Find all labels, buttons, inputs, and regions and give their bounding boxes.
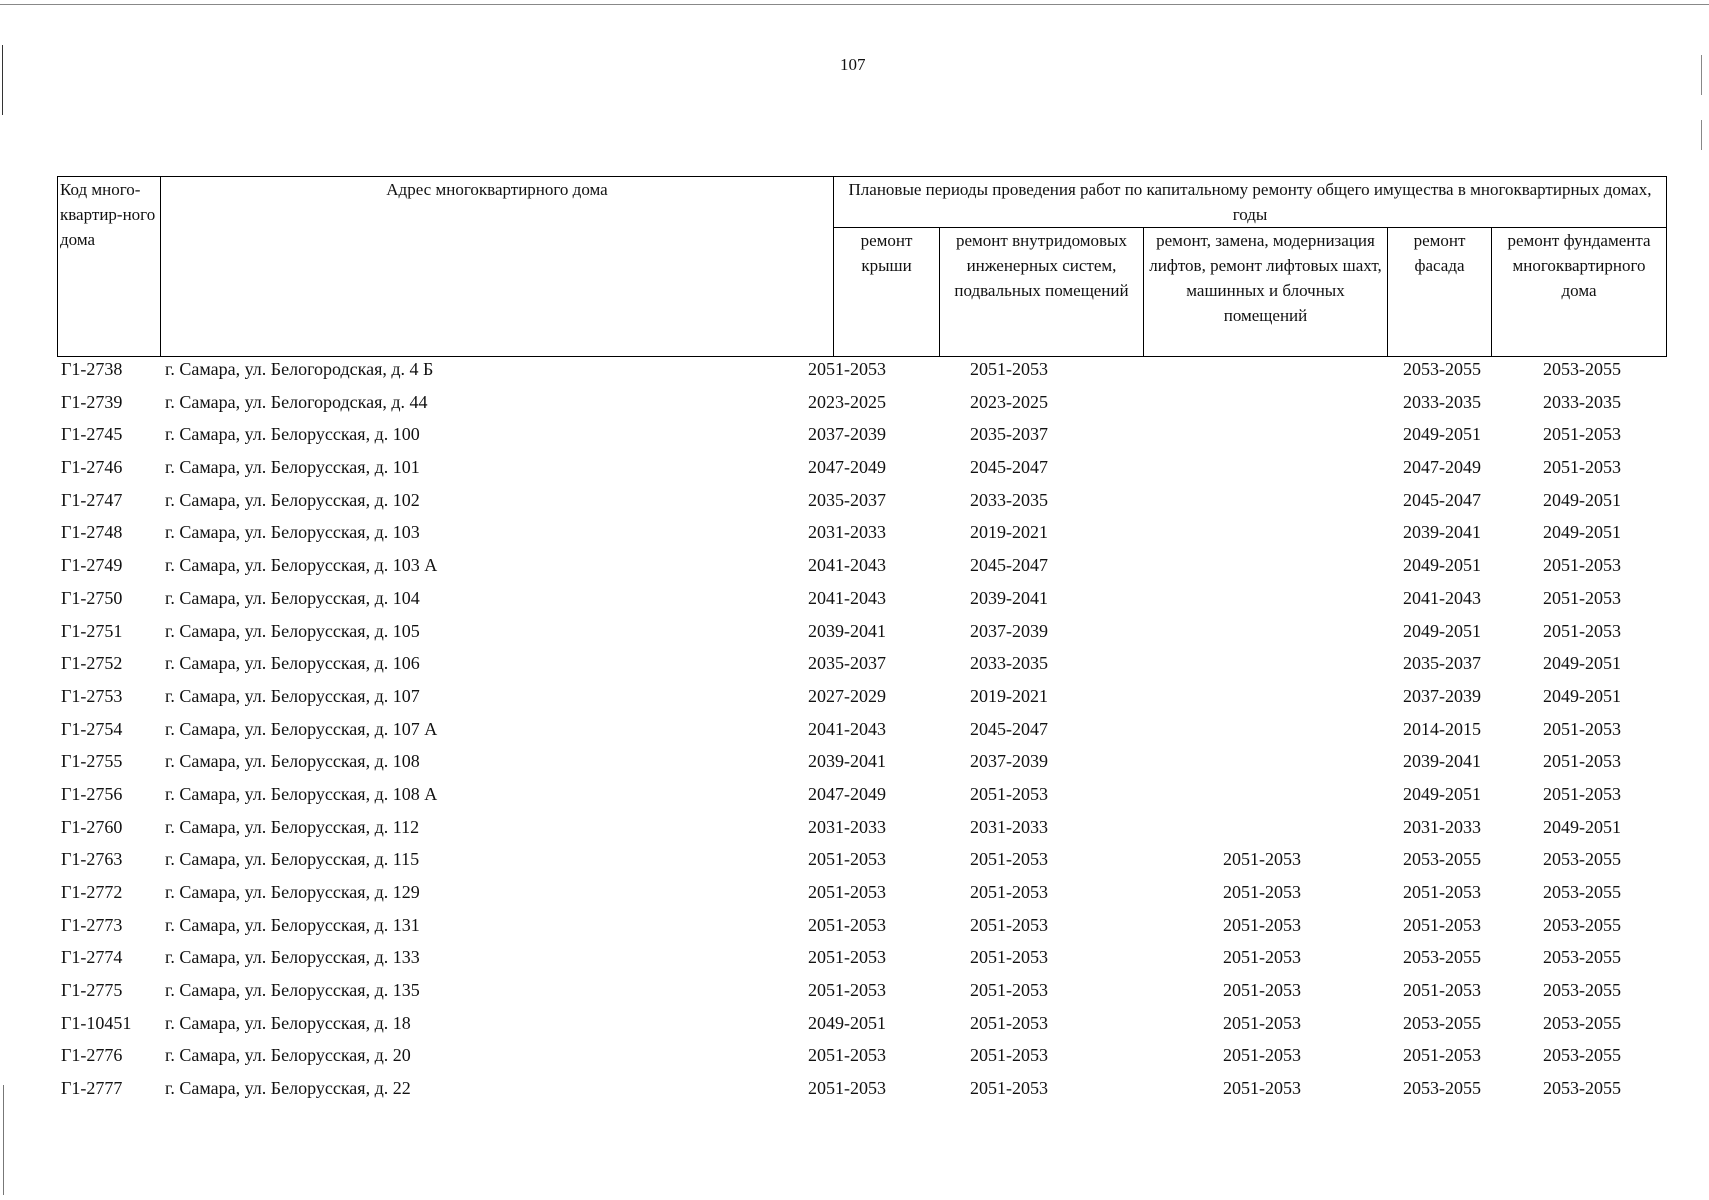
row-foundation-period: 2051-2053	[1543, 587, 1621, 608]
row-engineering-period: 2045-2047	[970, 457, 1048, 478]
row-foundation-period: 2053-2055	[1543, 947, 1621, 968]
row-code: Г1-2738	[61, 359, 123, 379]
row-address: г. Самара, ул. Белорусская, д. 101	[165, 457, 420, 478]
row-engineering-period: 2051-2053	[970, 359, 1048, 379]
row-facade-period: 2053-2055	[1403, 1078, 1481, 1099]
row-address: г. Самара, ул. Белорусская, д. 131	[165, 914, 420, 935]
row-engineering-period: 2033-2035	[970, 653, 1048, 674]
row-code: Г1-2772	[61, 882, 123, 902]
row-code: Г1-2753	[61, 685, 123, 706]
row-roof-period: 2049-2051	[808, 1012, 886, 1033]
header-facade: ремонт фасада	[1388, 228, 1492, 357]
row-engineering-period: 2019-2021	[970, 685, 1048, 706]
table-row	[57, 421, 1666, 454]
row-facade-period: 2045-2047	[1403, 489, 1481, 510]
row-foundation-period: 2051-2053	[1543, 555, 1621, 576]
row-facade-period: 2039-2041	[1403, 751, 1481, 772]
row-roof-period: 2039-2041	[808, 751, 886, 772]
row-engineering-period: 2045-2047	[970, 718, 1048, 739]
header-roof: ремонт крыши	[834, 228, 940, 357]
table-row	[57, 781, 1666, 814]
row-code: Г1-2745	[61, 424, 123, 445]
scan-edge-mark	[1701, 120, 1702, 150]
row-engineering-period: 2051-2053	[970, 1012, 1048, 1033]
row-roof-period: 2051-2053	[808, 914, 886, 935]
header-group: Плановые периоды проведения работ по капитальному ремонту общего имущества в многоквартирных домах, годы	[834, 177, 1667, 228]
row-foundation-period: 2053-2055	[1543, 1012, 1621, 1033]
scan-edge-mark	[1701, 55, 1702, 95]
row-lifts-period: 2051-2053	[1223, 849, 1301, 870]
row-foundation-period: 2051-2053	[1543, 718, 1621, 739]
row-engineering-period: 2051-2053	[970, 882, 1048, 902]
row-engineering-period: 2051-2053	[970, 914, 1048, 935]
row-address: г. Самара, ул. Белорусская, д. 135	[165, 980, 420, 1001]
row-lifts-period: 2051-2053	[1223, 1078, 1301, 1099]
row-facade-period: 2053-2055	[1403, 359, 1481, 379]
row-code: Г1-2777	[61, 1078, 123, 1099]
table-row	[57, 912, 1666, 945]
row-foundation-period: 2049-2051	[1543, 816, 1621, 837]
row-code: Г1-2749	[61, 555, 123, 576]
scan-edge-mark	[3, 1085, 4, 1195]
row-code: Г1-2776	[61, 1045, 123, 1066]
table-header	[57, 176, 1667, 357]
row-address: г. Самара, ул. Белорусская, д. 100	[165, 424, 420, 445]
row-address: г. Самара, ул. Белорусская, д. 104	[165, 587, 420, 608]
table-row	[57, 814, 1666, 847]
row-engineering-period: 2035-2037	[970, 424, 1048, 445]
table-row	[57, 618, 1666, 651]
row-address: г. Самара, ул. Белорусская, д. 20	[165, 1045, 411, 1066]
row-facade-period: 2051-2053	[1403, 914, 1481, 935]
row-lifts-period: 2051-2053	[1223, 947, 1301, 968]
row-address: г. Самара, ул. Белогородская, д. 44	[165, 391, 428, 412]
row-code: Г1-2746	[61, 457, 123, 478]
page-number: 107	[840, 55, 866, 74]
row-address: г. Самара, ул. Белорусская, д. 18	[165, 1012, 411, 1033]
row-roof-period: 2051-2053	[808, 849, 886, 870]
row-roof-period: 2041-2043	[808, 555, 886, 576]
row-address: г. Самара, ул. Белорусская, д. 103 А	[165, 555, 438, 576]
row-foundation-period: 2049-2051	[1543, 522, 1621, 543]
row-roof-period: 2041-2043	[808, 587, 886, 608]
table-row	[57, 846, 1666, 879]
table-row	[57, 683, 1666, 716]
row-facade-period: 2049-2051	[1403, 424, 1481, 445]
scan-edge-mark	[2, 45, 3, 115]
table-row	[57, 519, 1666, 552]
row-foundation-period: 2053-2055	[1543, 980, 1621, 1001]
row-address: г. Самара, ул. Белорусская, д. 22	[165, 1078, 411, 1099]
header-foundation: ремонт фундамента многоквартирного дома	[1492, 228, 1667, 357]
table-row	[57, 716, 1666, 749]
row-facade-period: 2051-2053	[1403, 882, 1481, 902]
row-roof-period: 2037-2039	[808, 424, 886, 445]
row-facade-period: 2039-2041	[1403, 522, 1481, 543]
row-facade-period: 2049-2051	[1403, 783, 1481, 804]
header-address: Адрес многоквартирного дома	[161, 177, 834, 357]
row-facade-period: 2047-2049	[1403, 457, 1481, 478]
top-rule	[0, 4, 1709, 5]
row-code: Г1-2774	[61, 947, 123, 968]
row-lifts-period: 2051-2053	[1223, 1012, 1301, 1033]
row-foundation-period: 2053-2055	[1543, 359, 1621, 379]
row-code: Г1-2755	[61, 751, 123, 772]
row-roof-period: 2051-2053	[808, 882, 886, 902]
row-address: г. Самара, ул. Белорусская, д. 129	[165, 882, 420, 902]
row-foundation-period: 2053-2055	[1543, 1078, 1621, 1099]
table-row	[57, 1042, 1666, 1075]
row-facade-period: 2041-2043	[1403, 587, 1481, 608]
row-facade-period: 2031-2033	[1403, 816, 1481, 837]
row-lifts-period: 2051-2053	[1223, 1045, 1301, 1066]
row-code: Г1-2763	[61, 849, 123, 870]
row-engineering-period: 2039-2041	[970, 587, 1048, 608]
table-row	[57, 879, 1666, 912]
row-foundation-period: 2051-2053	[1543, 457, 1621, 478]
row-code: Г1-2760	[61, 816, 123, 837]
row-roof-period: 2039-2041	[808, 620, 886, 641]
row-roof-period: 2047-2049	[808, 457, 886, 478]
table-body	[57, 356, 1666, 1108]
row-address: г. Самара, ул. Белорусская, д. 133	[165, 947, 420, 968]
row-engineering-period: 2051-2053	[970, 1078, 1048, 1099]
row-foundation-period: 2033-2035	[1543, 391, 1621, 412]
row-engineering-period: 2051-2053	[970, 1045, 1048, 1066]
row-code: Г1-2754	[61, 718, 123, 739]
row-address: г. Самара, ул. Белорусская, д. 112	[165, 816, 420, 837]
row-engineering-period: 2051-2053	[970, 783, 1048, 804]
table-row	[57, 454, 1666, 487]
table-row	[57, 487, 1666, 520]
row-code: Г1-10451	[61, 1012, 132, 1033]
row-foundation-period: 2053-2055	[1543, 1045, 1621, 1066]
row-code: Г1-2751	[61, 620, 123, 641]
row-facade-period: 2037-2039	[1403, 685, 1481, 706]
row-facade-period: 2033-2035	[1403, 391, 1481, 412]
row-code: Г1-2773	[61, 914, 123, 935]
table-row	[57, 552, 1666, 585]
row-code: Г1-2747	[61, 489, 123, 510]
row-code: Г1-2748	[61, 522, 123, 543]
row-roof-period: 2051-2053	[808, 1078, 886, 1099]
row-engineering-period: 2051-2053	[970, 980, 1048, 1001]
row-foundation-period: 2051-2053	[1543, 751, 1621, 772]
row-address: г. Самара, ул. Белорусская, д. 108	[165, 751, 420, 772]
row-address: г. Самара, ул. Белорусская, д. 115	[165, 849, 420, 870]
row-roof-period: 2035-2037	[808, 489, 886, 510]
row-roof-period: 2031-2033	[808, 522, 886, 543]
table-row	[57, 1010, 1666, 1043]
row-facade-period: 2053-2055	[1403, 849, 1481, 870]
row-lifts-period: 2051-2053	[1223, 980, 1301, 1001]
row-facade-period: 2035-2037	[1403, 653, 1481, 674]
row-engineering-period: 2023-2025	[970, 391, 1048, 412]
row-foundation-period: 2049-2051	[1543, 489, 1621, 510]
row-engineering-period: 2051-2053	[970, 849, 1048, 870]
row-address: г. Самара, ул. Белорусская, д. 108 А	[165, 783, 438, 804]
row-foundation-period: 2049-2051	[1543, 653, 1621, 674]
table-row	[57, 977, 1666, 1010]
table-row	[57, 944, 1666, 977]
row-code: Г1-2752	[61, 653, 123, 674]
table-row	[57, 585, 1666, 618]
row-foundation-period: 2049-2051	[1543, 685, 1621, 706]
row-engineering-period: 2031-2033	[970, 816, 1048, 837]
row-address: г. Самара, ул. Белорусская, д. 103	[165, 522, 420, 543]
row-foundation-period: 2053-2055	[1543, 882, 1621, 902]
row-engineering-period: 2051-2053	[970, 947, 1048, 968]
row-facade-period: 2049-2051	[1403, 555, 1481, 576]
row-address: г. Самара, ул. Белорусская, д. 107 А	[165, 718, 438, 739]
header-engineering: ремонт внутридомовых инженерных систем, подвальных помещений	[940, 228, 1144, 357]
row-foundation-period: 2051-2053	[1543, 424, 1621, 445]
row-roof-period: 2035-2037	[808, 653, 886, 674]
row-code: Г1-2775	[61, 980, 123, 1001]
row-foundation-period: 2051-2053	[1543, 783, 1621, 804]
row-facade-period: 2053-2055	[1403, 1012, 1481, 1033]
row-foundation-period: 2053-2055	[1543, 914, 1621, 935]
row-engineering-period: 2037-2039	[970, 620, 1048, 641]
row-address: г. Самара, ул. Белорусская, д. 105	[165, 620, 420, 641]
row-code: Г1-2739	[61, 391, 123, 412]
row-engineering-period: 2019-2021	[970, 522, 1048, 543]
row-lifts-period: 2051-2053	[1223, 882, 1301, 902]
row-roof-period: 2041-2043	[808, 718, 886, 739]
row-lifts-period: 2051-2053	[1223, 914, 1301, 935]
row-roof-period: 2047-2049	[808, 783, 886, 804]
row-address: г. Самара, ул. Белорусская, д. 106	[165, 653, 420, 674]
row-engineering-period: 2033-2035	[970, 489, 1048, 510]
row-roof-period: 2051-2053	[808, 980, 886, 1001]
table-row	[57, 1075, 1666, 1108]
row-address: г. Самара, ул. Белорусская, д. 107	[165, 685, 420, 706]
row-foundation-period: 2051-2053	[1543, 620, 1621, 641]
header-code: Код много-квартир-ного дома	[58, 177, 161, 357]
row-address: г. Самара, ул. Белорусская, д. 102	[165, 489, 420, 510]
row-engineering-period: 2037-2039	[970, 751, 1048, 772]
table-row	[57, 356, 1666, 389]
row-roof-period: 2051-2053	[808, 1045, 886, 1066]
row-roof-period: 2051-2053	[808, 947, 886, 968]
row-foundation-period: 2053-2055	[1543, 849, 1621, 870]
row-roof-period: 2051-2053	[808, 359, 886, 379]
table-row	[57, 389, 1666, 422]
row-facade-period: 2014-2015	[1403, 718, 1481, 739]
row-address: г. Самара, ул. Белогородская, д. 4 Б	[165, 359, 434, 379]
row-facade-period: 2051-2053	[1403, 1045, 1481, 1066]
header-lifts: ремонт, замена, модернизация лифтов, ремонт лифтовых шахт, машинных и блочных помещений	[1144, 228, 1388, 357]
row-roof-period: 2027-2029	[808, 685, 886, 706]
row-facade-period: 2051-2053	[1403, 980, 1481, 1001]
row-roof-period: 2031-2033	[808, 816, 886, 837]
table-row	[57, 748, 1666, 781]
row-facade-period: 2053-2055	[1403, 947, 1481, 968]
table-row	[57, 650, 1666, 683]
row-roof-period: 2023-2025	[808, 391, 886, 412]
row-code: Г1-2756	[61, 783, 123, 804]
row-code: Г1-2750	[61, 587, 123, 608]
row-engineering-period: 2045-2047	[970, 555, 1048, 576]
row-facade-period: 2049-2051	[1403, 620, 1481, 641]
